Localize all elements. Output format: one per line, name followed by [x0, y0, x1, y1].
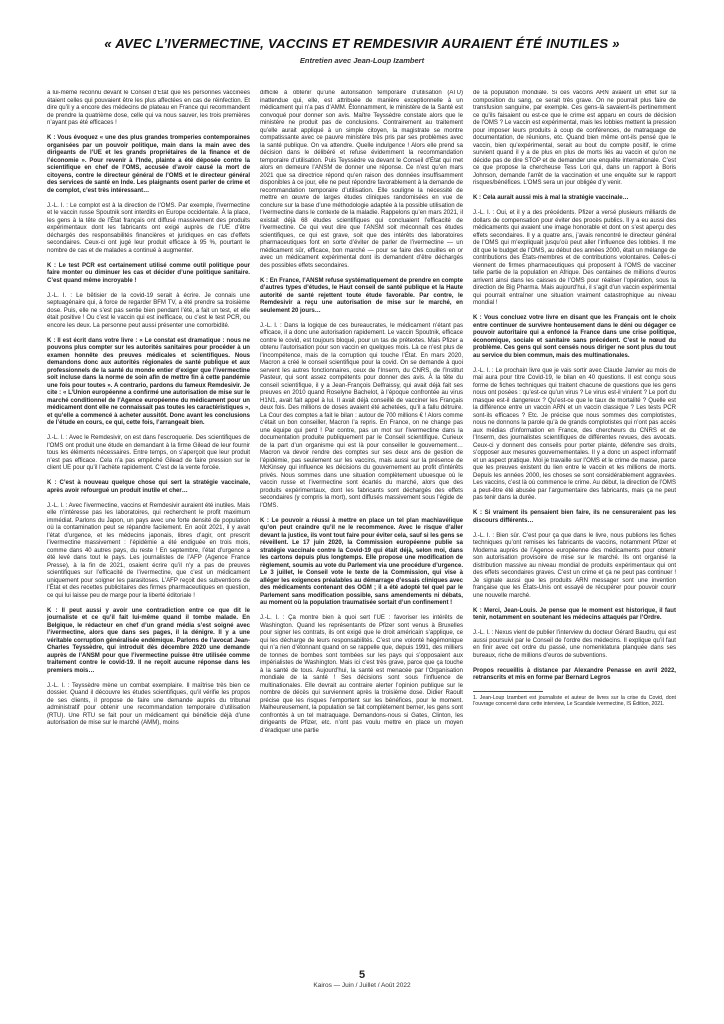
column-2 — [260, 90, 463, 966]
column-3 — [473, 90, 676, 966]
article-body — [0, 90, 724, 966]
answer-paragraph: de la population mondiale. Si ces vaccins ARN avaient un effet sur la composition du sang, ce serait très grave. On ne pourrait plus faire de transfusion sanguine, par exemple. Ces gens-là savaient-ils pertinemment ce qu’ils faisaient ou est-ce que le crime est apparu en cours de décision de l’OMS ? Le vaccin est expérimental, mais les lobbies mettent la pression pour imposer leurs produits à coup de conférences, de matraquage de documentation, de réunions, etc. Quand bien même ont-ils pensé que le vaccin, bien qu’expérimental, serait au bout du compte positif, le crime survient quand il y a de plus en plus de morts liés au vaccin et qu’on ne décide pas de dire STOP et de demander une enquête internationale. C’est ce que propose la chercheuse Tess Lori qui, dans un rapport à Boris Johnson, demande l’arrêt de la vaccination et une enquête sur le rapport risques/bénéfices. L’OMS sera un jour obligée d’y venir. — [473, 90, 676, 186]
interviewer-question: K : Il peut aussi y avoir une contradiction entre ce que dit le journaliste et ce qu’il fait lui-même quand il tombe malade. En Belgique, le rédacteur en chef d’un grand média s’est soigné avec l’ivermectine, alors que dans ses pages, il la dénigre. Il y a une véritable corruption généralisée endémique. Parlons de l’avocat Jean-Charles Teyssèdre, qui introduit dès décembre 2020 une demande auprès de l’ANSM pour que l’ivermectine puisse être utilisée comme traitement contre le covid-19. Il ne reçoit aucune réponse dans les premiers mois… — [47, 607, 250, 674]
interviewer-question: K : Merci, Jean-Louis. Je pense que le moment est historique, il faut tenir, notamment en soutenant les médecins attaqués par l’Ordre. — [473, 607, 676, 621]
footnote-divider — [473, 691, 543, 692]
answer-paragraph: difficile à obtenir qu’une autorisation temporaire d’utilisation (ATU) inattendue qui, elle, est attribuée de manière exceptionnelle à un médicament qui n’a pas d’AMM. Étonnamment, le ministère de la Santé est convoqué pour donner son avis. Maître Teyssèdre constate alors que le ministère ne produit pas de conclusions. Contrairement au traitement qu’elle aurait appliqué à un simple citoyen, la magistrate se montre compatissante avec ce pauvre ministère très pris par ses problèmes avec la santé publique. On va attendre. Quelle indulgence ! Alors elle prend sa décision dans le délibéré et refuse évidemment la recommandation temporaire d’utilisation. Puis Teyssèdre va devant le Conseil d’État qui met alors en demeure l’ANSM de donner une réponse. Ce n’est qu’en mars 2021 que sa directrice répond qu’en raison des données insuffisamment disponibles à ce jour, elle ne peut répondre favorablement à la demande de recommandation temporaire d’utilisation. Elle souligne la nécessité de mettre en œuvre de larges études cliniques randomisées en vue de conclure sur la base d’une méthodologie adaptée à la possible utilisation de l’ivermectine dans le contexte de la maladie. Rappelons qu’en mars 2021, il existait déjà 68 études scientifiques qui concluaient l’efficacité de l’ivermectine. Ce qui veut dire que l’ANSM soit méconnaît ces études scientifiques, ce qui est grave, soit que des intérêts des laboratoires pharmaceutiques font en sorte d’éviter de parler de l’ivermectine — un médicament sûr, efficace, bon marché — pour se faire des couilles en or avec un médicament expérimental dont ils demandent d’être déchargés des possibles effets secondaires. — [260, 90, 463, 269]
interviewer-question: K : Le test PCR est certainement utilisé comme outil politique pour faire monter ou diminuer les cas et décider d’une politique sanitaire. C’est quand même incroyable ! — [47, 262, 250, 284]
interviewer-question: K : En France, l’ANSM refuse systématiquement de prendre en compte d’autres types d’études, le Haut conseil de santé publique et la Haute autorité de santé rejettent toute étude favorable. Par contre, le Remdesivir a reçu une autorisation de mise sur le marché, en seulement 20 jours… — [260, 277, 463, 314]
answer-paragraph: J.-L. I. : Le complot est à la direction de l’OMS. Par exemple, l’ivermectine et le vaccin russe Spoutnik sont interdits en Europe occidentale. À la place, les gens à la tête de l’État français ont diffusé massivement des produits expérimentaux dont les fabricants ont exigé auprès de l’UE d’être déchargés des responsabilités financières et juridiques en cas d’effets secondaires. Ceux-ci ont jugé leur produit efficace à 95 %, pourtant le nombre de cas et de malades a continué à augmenter. — [47, 202, 250, 254]
interviewer-question: K : Le pouvoir a réussi à mettre en place un tel plan machiavélique qu’on peut craindre qu’il ne le recommence. Avec le risque d’aller devant la justice, ils vont tout faire pour éviter cela, sauf si les gens se réveillent. Le 17 juin 2020, la Commission européenne publie sa stratégie vaccinale contre la Covid-19 qui était déjà, selon moi, dans les cartons depuis plus longtemps. Elle propose une modification de règlement, soumis au vote du Parlement via une procédure d’urgence. Le 3 juillet, le Conseil vote le texte de la Commission, qui vise à alléger les exigences préalables au démarrage d’essais cliniques avec des médicaments contenant des OGM ; il a été adopté tel quel par le Parlement sans modification possible, sans amendements ni débats, au moment où la population traumatisée sortait d’un confinement ! — [260, 517, 463, 606]
article-subtitle: Entretien avec Jean-Loup Izambert — [299, 56, 425, 65]
interviewer-question: K : C’est à nouveau quelque chose qui sert la stratégie vaccinale, après avoir refourgué un produit inutile et cher… — [47, 480, 250, 494]
answer-paragraph: J.-L. I. : Oui, et il y a des précédents. Pfizer a versé plusieurs milliards de dollars de compensation pour éviter des procès publics. Il y a eu aussi des médicaments qui avaient une image honorable et dont on s’est aperçu des effets secondaires. Il y a quatre ans, j’avais rencontré le directeur général de l’OMS qui m’expliquait jusqu’où peut aller l’influence des lobbies. Il me dit que le budget de l’OMS, au début des années 2000, était un mélange de contributions des États-membres et de contributions volontaires. Celles-ci viennent de firmes pharmaceutiques qui proposent à l’OMS de vacciner telle partie de la population en Afrique. Des centaines de millions d’euros arrivent ainsi dans les caisses de l’OMS pour réaliser l’opération, sous la direction de Big Pharma. Mais aujourd’hui, il s’agit d’un vaccin expérimental qui pourrait entraîner une situation vraiment catastrophique au niveau mondial ! — [473, 210, 676, 306]
interviewer-question: K : Vous évoquez « une des plus grandes tromperies contemporaines organisées par un pouvoir politique, main dans la main avec des dirigeants de l’UE et les grands propriétaires de la finance et de l’économie ». Pour revenir à l’Inde, plainte a été déposée contre la scientifique en chef de l’OMS, accusée d’avoir causé la mort de citoyens, contre le directeur général de l’OMS et le directeur général des services de santé en Inde. Les plaignants osent parler de crime et de complot, c’est très intéressant… — [47, 135, 250, 194]
answer-paragraph: J.-L. I. : Teyssèdre mène un combat exemplaire. Il maîtrise très bien ce dossier. Quand il découvre les études scientifiques, qu’il vérifie les propos de ses clients, il propose de faire une demande auprès du tribunal administratif pour obtenir une recommandation temporaire d’utilisation (RTU). Une RTU se fait pour un médicament qui bénéficie déjà d’une autorisation de mise sur le marché (AMM), moins — [47, 682, 250, 726]
answer-paragraph: J.-L. I. : Nexus vient de publier l’interview du docteur Gérard Baudru, qui est aussi poursuivi par le Conseil de l’ordre des médecins. Il explique qu’il faut en finir avec cet ordre du passé, une nomenklatura planquée dans ses bureaux, riche de millions d’euros de subventions. — [473, 630, 676, 659]
interviewer-question: K : Il est écrit dans votre livre : « Le constat est dramatique : nous ne pouvons plus compter sur les autorités sanitaires pour procéder à un examen honnête des preuves médicales et scientifiques. Nous demandons donc aux autorités régionales de santé publique et aux professionnels de la santé du monde entier d’exiger que l’ivermectine soit incluse dans la norme de soin afin de mettre fin à cette pandémie une fois pour toutes ». A contrario, pardons du fameux Remdesivir. Je cite : « L’Union européenne a confirmé une autorisation de mise sur le marché conditionnel de l’Agence européenne du médicament pour un médicament dont elle ne connaissait pas toutes les caractéristiques », et qu’elle a commencé à acheter aussitôt. Donc avant les conclusions de l’étude en cours, ce qui, cette fois, l’arrangeait bien. — [47, 337, 250, 426]
interviewer-question: K : Vous concluez votre livre en disant que les Français ont le choix entre continuer de survivre honteusement dans le déni ou dégager ce pouvoir autoritaire qui a enfoncé la France dans une crise politique, économique, sociale et sanitaire sans précédent. C’est le nœud du problème. Ces gens qui sont censés nous diriger ne sont plus du tout au service du bien commun, mais des multinationales. — [473, 315, 676, 359]
publication-info: Kairos — Juin / Juillet / Août 2022 — [313, 982, 411, 989]
answer-paragraph: a lui-même reconnu devant le Conseil d’État que les personnes vaccinées étaient celles qui pouvaient être les plus affectées en cas de réinfection. Et dire qu’il y a encore des médecins de plateau en France qui recommandent de prendre la quatrième dose, celle qui va nous sauver, les trois premières n’ayant pas été efficaces ! — [47, 90, 250, 126]
answer-paragraph: J.-L. I. : Ça montre bien à quoi sert l’UE : favoriser les intérêts de Washington. Quand les représentants de Pfizer sont venus à Bruxelles pour signer les contrats, ils ont exigé que le droit américain s’applique, ce qui les décharge de leurs responsabilités. C’est une volonté hégémonique qui n’a rien d’étonnant quand on se rappelle que, depuis 1991, des milliers de tonnes de bombes sont tombées sur les pays qui s’opposaient aux impérialistes de Washington. Mais ici c’est très grave, parce que ça touche à la santé de tous. Aujourd’hui, la santé est menacée par l’Organisation mondiale de la santé ! Ses décisions sont sous l’influence de multinationales. Elle devrait au contraire alerter l’opinion publique sur le nombre de décès qui surviennent après la troisième dose. Didier Raoult précise que les risques l’emportent sur les bénéfices, pour le moment. Malheureusement, la population se fait complètement berner, les gens sont confrontés à un tel matraquage. Demandons-nous si Gates, Clinton, les dirigeants de Pfizer, etc. n’ont pas voulu mettre en place un moyen d’éradiquer une partie — [260, 615, 463, 734]
interviewer-question: K : Si vraiment ils pensaient bien faire, ils ne censureraient pas les discours différents… — [473, 510, 676, 524]
answer-paragraph: J.-L. I. : Avec l’ivermectine, vaccins et Remdesivir auraient été inutiles. Mais elle n’intéresse pas les laboratoires, qui recherchent le profit maximum immédiat. Parlons du Japon, un pays avec une forte densité de population où la contamination peut se répandre facilement. En août 2021, il y avait l’état d’urgence, et les médecins japonais, libres d’agir, ont prescrit l’ivermectine massivement : l’épidémie a été endiguée en trois mois, comme dans 40 autres pays, du reste ! En septembre, l’état d’urgence a été levé dans tout le pays. Les journalistes de l’AFP (Agence France Presse), à la fin de 2021, osaient écrire qu’il n’y a pas de preuves scientifiques sur l’efficacité de l’ivermectine, que c’est un médicament uniquement pour soigner les parasitoses. L’AFP reçoit des subventions de l’État et des recettes publicitaires des firmes pharmaceutiques en question, ce qui lui laisse peu de marge pour la liberté éditoriale ! — [47, 502, 250, 599]
answer-paragraph: J.-L. I. : Avec le Remdesivir, on est dans l’escroquerie. Des scientifiques de l’OMS ont produit une étude en demandant à la firme Gilead de leur fournir tous les éléments nécessaires. Entre temps, on s’aperçoit que leur produit n’est pas efficace. Cela n’a pas empêché Gilead de faire pression sur le client UE pour qu’il l’achète rapidement. C’est de la vente forcée. — [47, 435, 250, 471]
answer-paragraph: J.-L. I. : Bien sûr. C’est pour ça que dans le livre, nous publions les fiches techniques qu’ont remises les fabricants de vaccins, notamment Pfizer et Moderna auprès de l’Agence européenne des médicaments pour obtenir son autorisation provisoire de mise sur le marché. Ils ont organisé la distribution massive au niveau mondial de produits expérimentaux qui ont des effets secondaires graves. C’est un crime et ça ne peut pas continuer ! Je signale aussi que les produits ARN messager sont une invention française que les États-Unis ont essayé de récupérer pour pouvoir courir une nouvelle marché. — [473, 532, 676, 599]
page-number: 5 — [358, 969, 366, 981]
answer-paragraph: J.-L. I. : Dans la logique de ces bureaucrates, le médicament n’étant pas efficace, il a donc une autorisation rapidement. Le vaccin Spoutnik, efficace contre le covid, est toujours bloqué, pour un tas de prétextes. Mais Pfizer a obtenu l’autorisation pour son vaccin en quelques mois. Là ce n’est plus de l’incompétence, mais de la corruption qui touche l’État. En mars 2020, Macron a créé le conseil scientifique pour la covid. On se demande à quoi servent les autres fonctionnaires, ceux de l’Inserm, du CNRS, de l’Institut Pasteur, qui sont assez compétents pour donner des avis. À la tête du conseil scientifique, il y a Jean-François Delfraissy, qui avait déjà fait ses preuves en 2010 quand Roselyne Bachelot, à l’époque confrontée au virus H1N1, avait fait appel à lui. Il avait déjà conseillé de vacciner les Français deux fois. Des millions de doses avaient été achetées, qu’il a fallu détruire. La Cour des comptes a fait le bilan : autour de 700 millions € ! Alors comme c’était un bon conseiller, Macron l’a repris. En France, on ne change pas une équipe qui perd ! Par contre, pas un mot sur l’ivermectine dans la documentation produite publiquement par le Conseil scientifique. Curieux de la part d’un organisme qui est là pour conseiller le gouvernement… Macron va devoir rendre des comptes sur ses deux ans de gestion de l’épidémie, pas seulement sur les vaccins, mais aussi sur la présence de McKinsey qui influence les décisions du gouvernement au profit d’intérêts privés. Nous sommes dans une situation complètement ubuesque où le vaccin russe et l’ivermectine sont écartés du marché, alors que des produits expérimentaux, dont les fabricants sont déchargés des effets secondaires (y compris la mort), sont diffusés massivement sous l’égide de l’OMS. — [260, 322, 463, 509]
answer-paragraph: J.-L. I. : Le prochain livre que je vais sortir avec Claude Janvier au mois de mai aura pour titre Covid-19, le bilan en 40 questions. Il est conçu sous forme de fiches techniques qui traitent chacune de questions que les gens nous ont posées : qu’est-ce qu’un virus ? Le virus est-il virulent ? Le port du masque est-il dangereux ? Qu’est-ce que le taux de mortalité ? Quelle est la différence entre un vaccin ARN et un vaccin classique ? Les tests PCR sont-ils efficaces ? Etc. Je précise que nous sommes des complotistes, nous ne donnons la parole qu’à de grands complotistes qui n’ont pas accès aux médias d’information en France, des chercheurs du CNRS et de l’Inserm, des journalistes scientifiques de différentes revues, des avocats. Ceux-ci y donnent des conseils pour porter plainte, défendre ses droits, s’opposer aux mesures gouvernementales. Il y a donc un aspect informatif et un aspect pratique. Moi je travaille sur l’OMS et le crime de masse, parce que les preuves existent du lien entre le vaccin et les millions de morts. Depuis les années 2000, les choses se sont considérablement aggravées. Les vaccins, c’est là où commence le crime. Au début, la direction de l’OMS a peut-être été abusée par l’argumentaire des fabricants, mais ça ne peut pas tenir dans la durée. — [473, 367, 676, 501]
article-title: « AVEC L’IVERMECTINE, VACCINS ET REMDESIVIR AURAIENT ÉTÉ INUTILES » — [104, 36, 620, 51]
credits-line: Propos recueillis à distance par Alexandre Penasse en avril 2022, retranscrits et mis en forme par Bernard Legros — [473, 667, 676, 681]
column-1 — [47, 90, 250, 966]
interviewer-question: K : Cela aurait aussi mis à mal la stratégie vaccinale… — [473, 195, 629, 201]
page-footer — [0, 969, 724, 989]
footnote: 1. Jean-Loup Izambert est journaliste et auteur de livres sur la crise du Covid, dont l’ouvrage concerné dans cette interview, Le Scandale ivermectine, IS Édition, 2021. — [473, 694, 676, 707]
answer-paragraph: J.-L. I. : Le bêtisier de la covid-19 serait à écrire. Je connais une septuagénaire qui, à force de regarder BFM TV, a été prendre sa troisième dose. Puis, elle ne s’est pas sentie bien pendant l’été, a fait un test, et elle était positive ! Ou c’est le vaccin qui est inefficace, ou c’est le test PCR, ou encore les deux. La personne peut aussi présenter une comorbidité. — [47, 292, 250, 329]
